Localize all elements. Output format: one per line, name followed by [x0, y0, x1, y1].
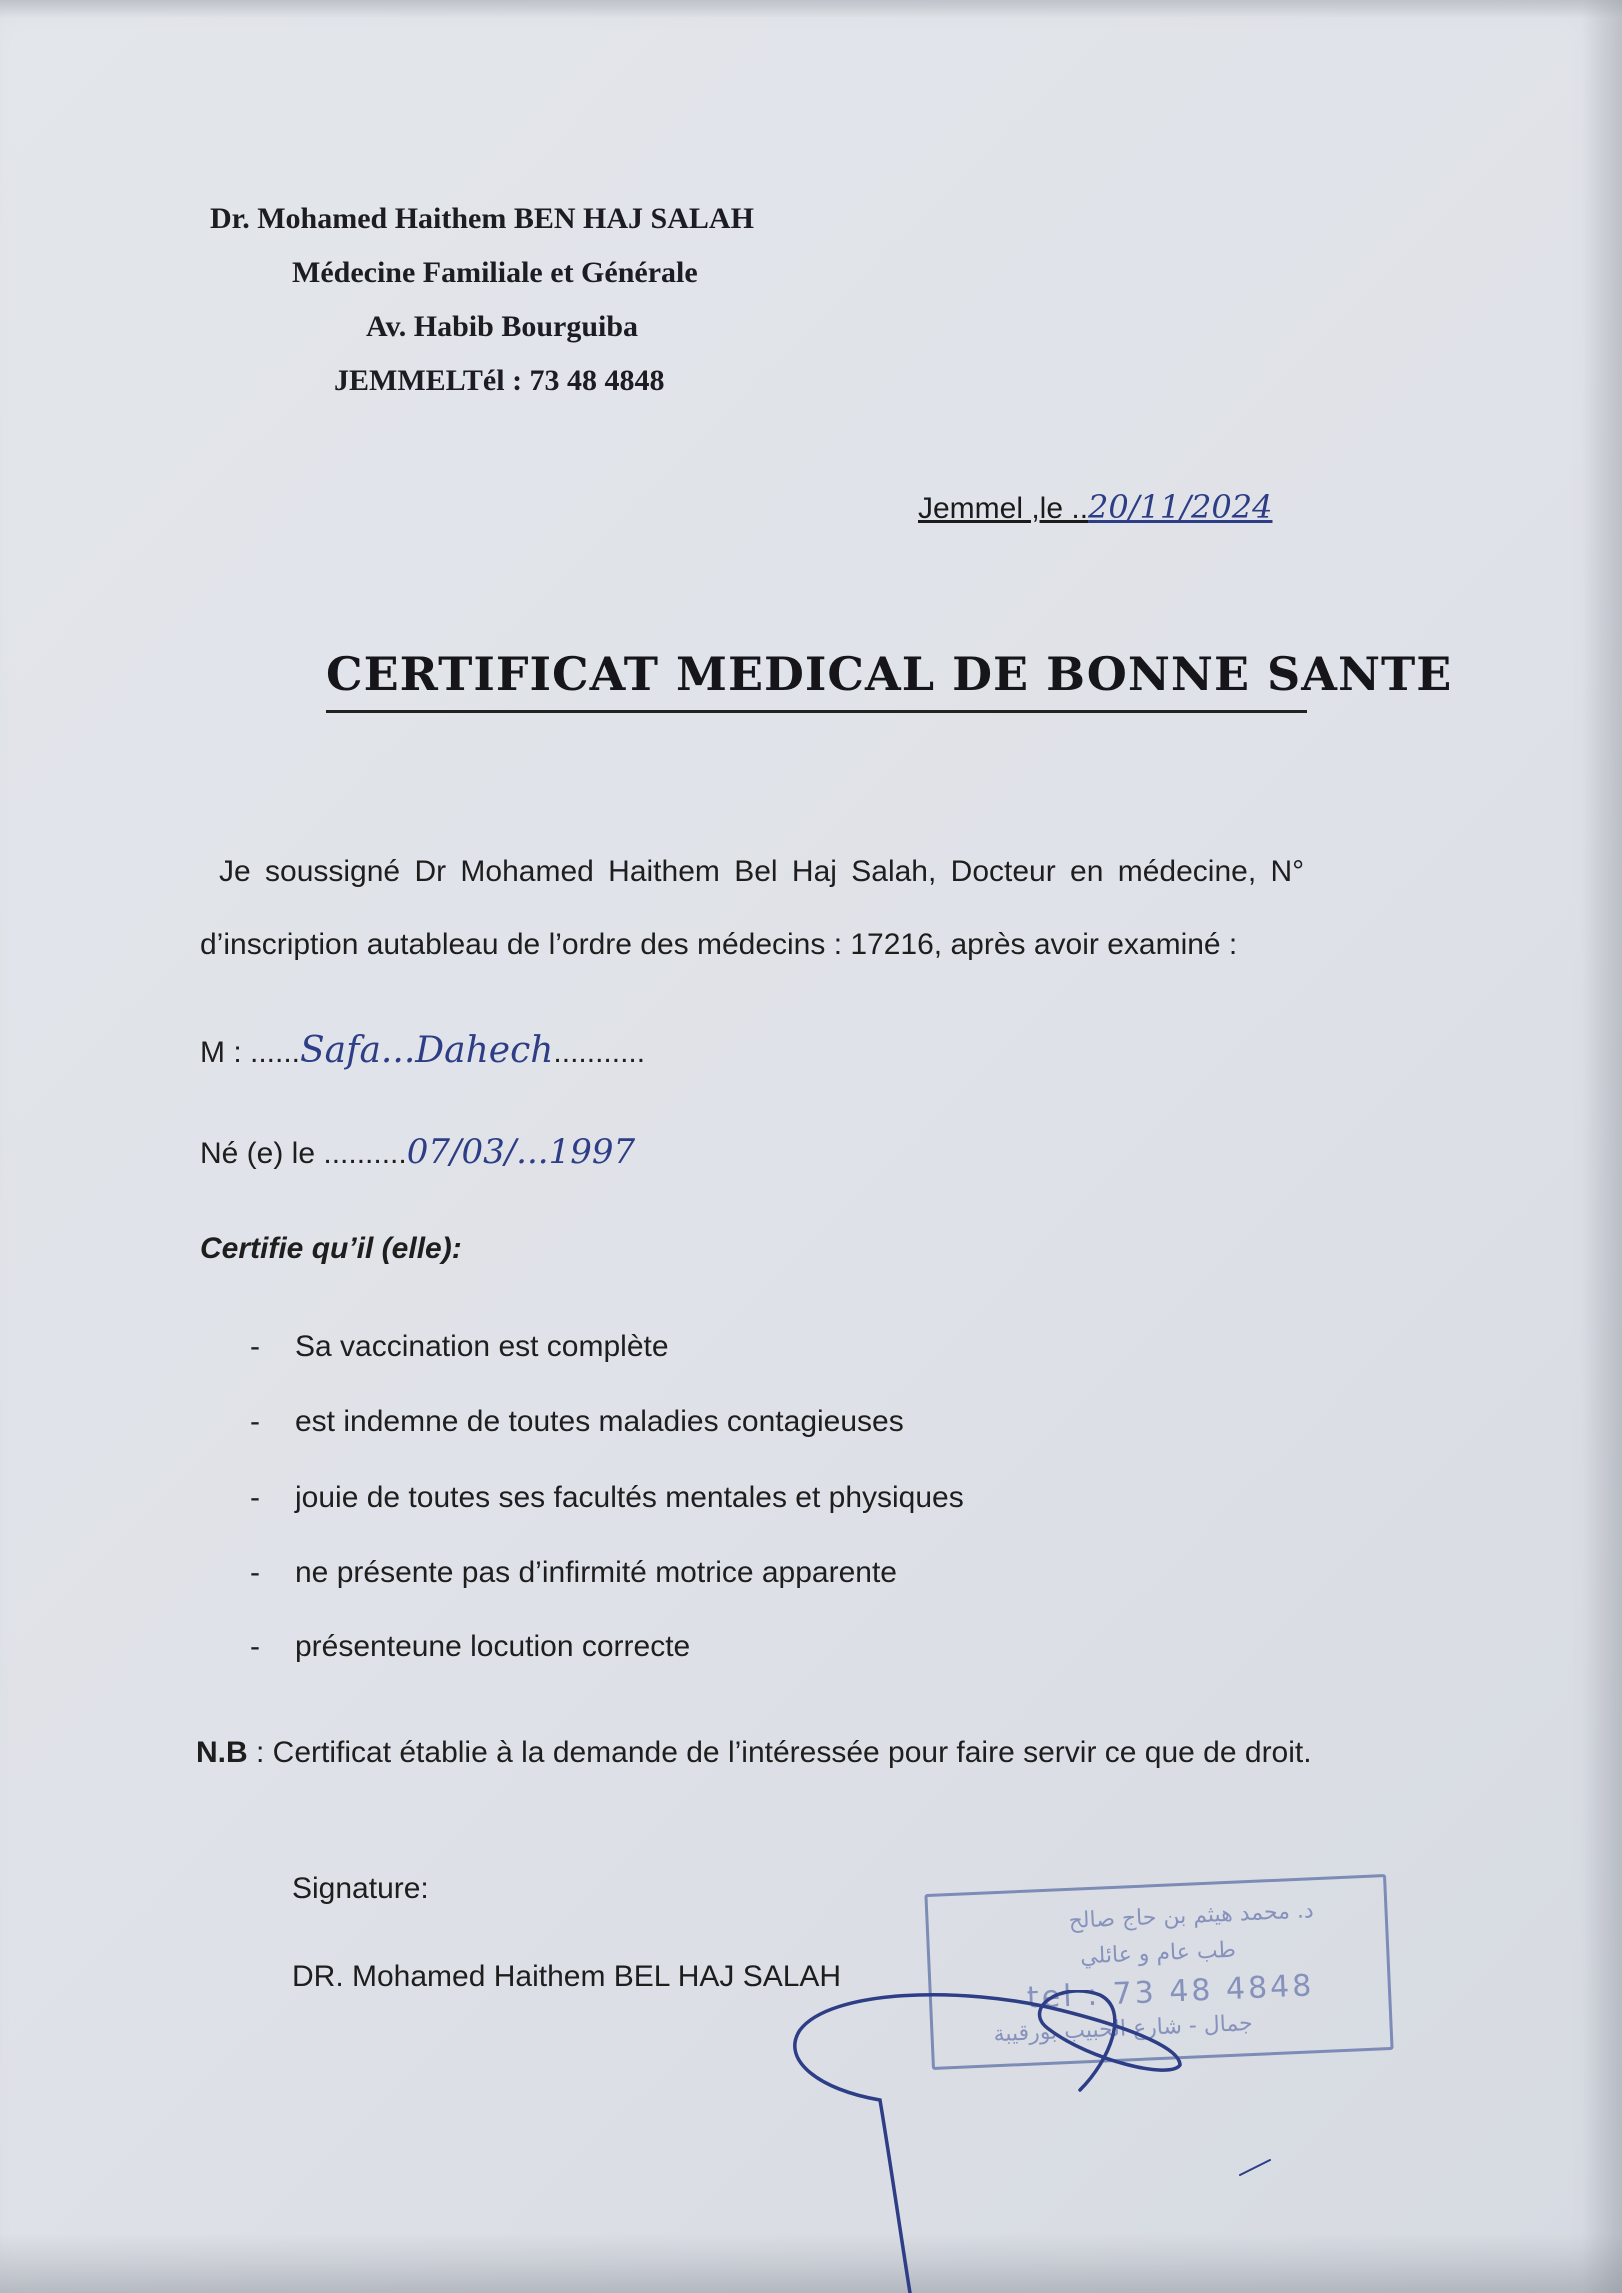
intro-line-1: Je soussigné Dr Mohamed Haithem Bel Haj Salah, Docteur en médecine, N°: [219, 855, 1305, 888]
intro-line-2: d’inscription autableau de l’ordre des médecins : 17216, après avoir examiné :: [200, 928, 1238, 961]
nb-note: [196, 1736, 1312, 1770]
birth-date-label: Né (e) le ..........: [200, 1137, 407, 1170]
bullet-dash: -: [250, 1405, 260, 1438]
stamp-phone: tel : 73 48 4848: [1026, 1968, 1316, 2016]
condition-text: Sa vaccination est complète: [295, 1330, 669, 1363]
nb-label: N.B: [196, 1736, 248, 1769]
bullet-dash: -: [250, 1481, 260, 1514]
birth-date-value: 07/03/...1997: [406, 1132, 636, 1172]
top-edge-shadow: [0, 0, 1622, 18]
condition-text: ne présente pas d’infirmité motrice apparente: [295, 1556, 897, 1589]
patient-name-dots: ...........: [553, 1036, 646, 1069]
certificate-title: CERTIFICAT MEDICAL DE BONNE SANTE: [326, 644, 1307, 713]
bullet-dash: -: [250, 1330, 260, 1363]
condition-text: est indemne de toutes maladies contagieuses: [295, 1405, 904, 1438]
stamp-line-2: طب عام و عائلي: [1079, 1937, 1237, 1970]
stamp-line-1: د. محمد هيثم بن حاج صالح: [1068, 1898, 1315, 1934]
right-edge-shadow: [1582, 0, 1622, 2293]
doctor-city-phone: JEMMELTél : 73 48 4848: [334, 364, 665, 397]
condition-text: jouie de toutes ses facultés mentales et physiques: [295, 1481, 964, 1514]
birth-date-line: [200, 1132, 635, 1172]
bullet-dash: -: [250, 1556, 260, 1589]
signatory-name: DR. Mohamed Haithem BEL HAJ SALAH: [292, 1960, 842, 1993]
condition-text: présenteune locution correcte: [295, 1630, 691, 1663]
nb-text: : Certificat établie à la demande de l’intéressée pour faire servir ce que de droit.: [247, 1736, 1312, 1769]
doctor-name-header: Dr. Mohamed Haithem BEN HAJ SALAH: [210, 202, 754, 235]
doctor-specialty: Médecine Familiale et Générale: [292, 256, 698, 289]
doctor-address: Av. Habib Bourguiba: [366, 310, 639, 343]
stamp-line-4: جمال - شارع الحبيب بورقيبة: [993, 2010, 1254, 2048]
bullet-dash: -: [250, 1630, 260, 1663]
certifie-label: Certifie qu’il (elle):: [200, 1232, 462, 1265]
signature-label: Signature:: [292, 1872, 429, 1905]
date-handwritten: 20/11/2024: [1088, 488, 1273, 526]
handwritten-signature: [760, 1990, 1280, 2293]
patient-name-value: Safa...Dahech: [300, 1030, 554, 1071]
date-line: [918, 488, 1272, 526]
patient-name-line: [200, 1030, 645, 1071]
patient-name-label: M : ......: [200, 1036, 301, 1069]
date-label: Jemmel ,le ..: [918, 492, 1089, 525]
